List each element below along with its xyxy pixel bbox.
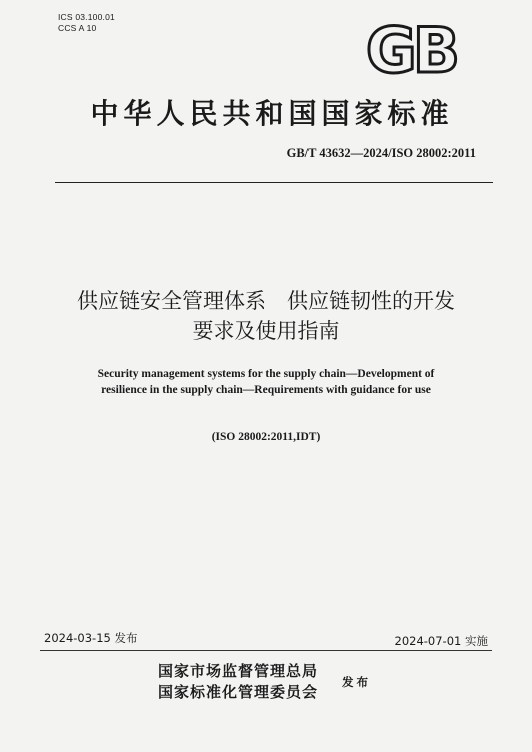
issuer-samr: 国家市场监督管理总局 (158, 662, 319, 680)
chinese-title-line-1: 供应链安全管理体系 供应链韧性的开发 (77, 289, 455, 313)
issuing-authorities (158, 661, 318, 703)
ccs-code: CCS A 10 (58, 23, 97, 33)
english-title-line-2: resilience in the supply chain—Requirements with guidance for use (101, 384, 431, 396)
english-title-line-1: Security management systems for the supply chain—Development of (97, 368, 435, 380)
ics-code: ICS 03.100.01 (58, 12, 115, 22)
english-title (40, 366, 492, 398)
gb-logo (352, 18, 470, 76)
issuer-sac: 国家标准化管理委员会 (158, 683, 319, 701)
footer-divider (40, 650, 492, 651)
header-divider (55, 182, 493, 183)
standard-number: GB/T 43632—2024/ISO 28002:2011 (286, 146, 476, 160)
issue-date: 2024-03-15 发布 (44, 631, 138, 645)
classification-codes (58, 12, 115, 34)
iso-equivalence: (ISO 28002:2011,IDT) (211, 431, 321, 443)
national-standard-heading: 中华人民共和国国家标准 (90, 97, 454, 130)
implementation-date: 2024-07-01 实施 (394, 634, 488, 648)
chinese-title-line-2: 要求及使用指南 (192, 319, 340, 343)
gb-logo-text: GB (365, 18, 457, 76)
issue-label: 发布 (342, 675, 371, 689)
chinese-title (20, 286, 512, 346)
